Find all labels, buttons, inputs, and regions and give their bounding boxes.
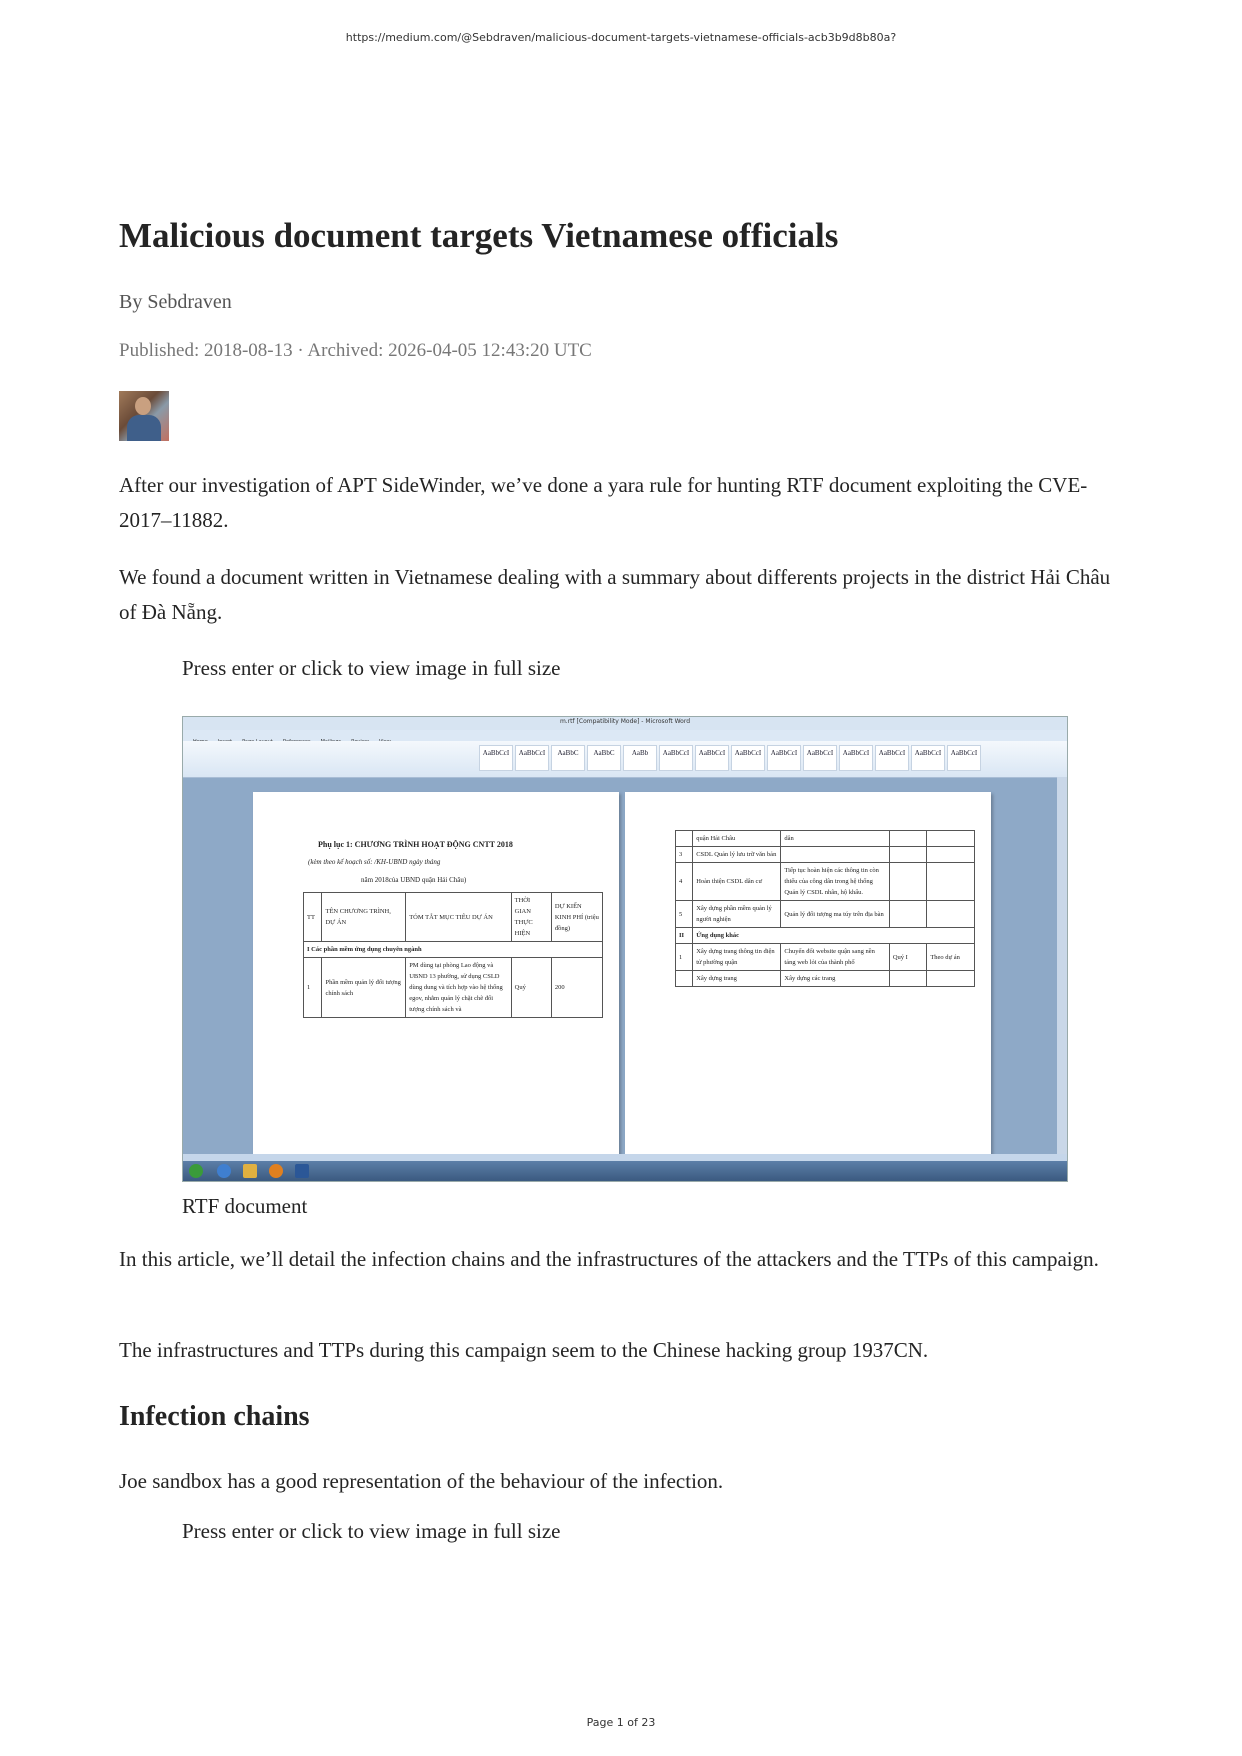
ribbon — [183, 741, 1067, 778]
word-icon[interactable] — [295, 1164, 309, 1178]
section-heading: Infection chains — [119, 1401, 310, 1432]
paragraph-document: We found a document written in Vietnamese dealing with a summary about differents projects in the district Hải Châu of Đà Nẵng. — [119, 565, 1111, 624]
image-hint[interactable]: Press enter or click to view image in full size — [182, 656, 561, 680]
window-title: m.rtf [Compatibility Mode] - Microsoft Word — [559, 718, 691, 725]
folder-icon[interactable] — [243, 1164, 257, 1178]
doc-page-2: quận Hải Châu dân 3 CSDL Quản lý lưu trữ văn bản 4 Hoàn thiện CSDL dân cư Tiếp tục hoàn hiện các thông tin còn thiếu của công dân trong hệ thống Quản lý CSDL nhân, hộ khẩu. 5 Xây dựng phần mềm quản lý người nghiện Quản lý đối tượng ma túy trên địa bàn II Ứng dụng khác 1 Xây dựng trang thông tin điện tử phường quận Chuyển đổi website quận sang nền tảng web lỏi của thành phố Quý I Theo dự án Xây dựng trang Xây dựng các trang — [625, 792, 991, 1181]
page-number: Page 1 of 23 — [586, 1716, 656, 1729]
style-gallery: AaBbCcI AaBbCcI AaBbC AaBbC AaBb AaBbCcI AaBbCcI AaBbCcI AaBbCcI AaBbCcI AaBbCcI AaBbCcI AaBbCcI AaBbCcI — [479, 745, 981, 771]
image-caption: RTF document — [182, 1194, 308, 1218]
article-title: Malicious document targets Vietnamese officials — [119, 216, 839, 255]
word-status-bar — [183, 1154, 1067, 1161]
doc-scrollbar[interactable] — [1057, 777, 1067, 1163]
paragraph-article-scope: In this article, we’ll detail the infection chains and the infrastructures of the attackers and the TTPs of this campaign. — [119, 1247, 1099, 1271]
publish-meta: Published: 2018-08-13 · Archived: 2026-04-05 12:43:20 UTC — [119, 340, 592, 361]
doc-page-1: Phụ lục 1: CHƯƠNG TRÌNH HOẠT ĐỘNG CNTT 2018 (kèm theo kế hoạch số: /KH-UBND ngày tháng năm 2018của UBND quận Hải Châu) TT TÊN CHƯƠNG TRÌNH, DỰ ÁN TÓM TẮT MỤC TIÊU DỰ ÁN THỜI GIAN THỰC HIỆN DỰ KIẾN KINH PHÍ (triệu đồng) I Các phần mềm ứng dụng chuyên ngành 1 Phần mềm quản lý đối tượng chính sách PM dùng tại phòng Lao động và UBND 13 phường, sử dụng CSLD dùng dung và tích hợp vào hệ thống egov, nhằm quản lý chặt chẽ đối tượng chính sách và Quý 200 — [253, 792, 619, 1181]
paragraph-sandbox: Joe sandbox has a good representation of the behaviour of the infection. — [119, 1469, 724, 1493]
image-hint-2[interactable]: Press enter or click to view image in full size — [182, 1519, 561, 1543]
ribbon-tabs — [183, 730, 1067, 741]
windows-taskbar — [183, 1161, 1067, 1181]
paragraph-intro: After our investigation of APT SideWinder, we’ve done a yara rule for hunting RTF document exploiting the CVE-2017–11882. — [119, 473, 1088, 532]
paragraph-attribution: The infrastructures and TTPs during this campaign seem to the Chinese hacking group 1937CN. — [119, 1338, 929, 1362]
source-url: https://medium.com/@Sebdraven/malicious-document-targets-vietnamese-officials-acb3b9d8b80a? — [345, 31, 897, 44]
browser-icon[interactable] — [217, 1164, 231, 1178]
author-avatar — [119, 391, 169, 441]
start-icon[interactable] — [189, 1164, 203, 1178]
rtf-document-screenshot[interactable] — [182, 716, 1068, 1182]
media-icon[interactable] — [269, 1164, 283, 1178]
author-byline: By Sebdraven — [119, 291, 232, 313]
